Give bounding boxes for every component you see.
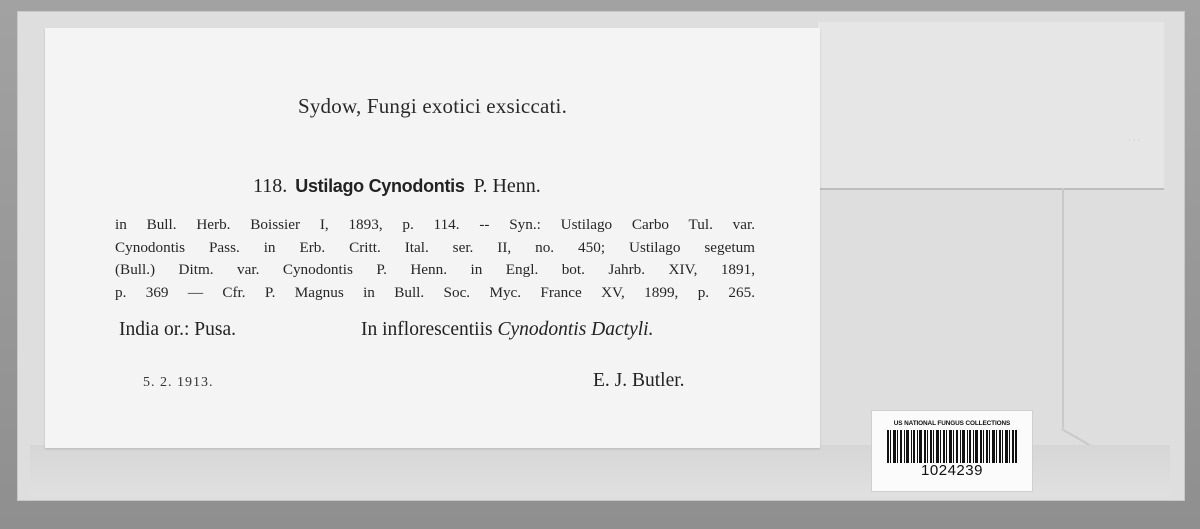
species-author: P. Henn. (473, 175, 541, 197)
citation-line: (Bull.) Ditm. var. Cynodontis P. Henn. in Engl. bot. Jahrb. XIV, 1891, (115, 261, 755, 278)
citation-line: in Bull. Herb. Boissier I, 1893, p. 114. -- Syn.: Ustilago Carbo Tul. var. (115, 216, 755, 233)
host-species: Cynodontis Dactyli. (497, 319, 654, 340)
envelope-top-flap (818, 22, 1164, 190)
host-info (361, 319, 653, 341)
species-name: Ustilago Cynodontis (295, 176, 465, 196)
barcode-number: 1024239 (921, 462, 983, 479)
barcode-header: US NATIONAL FUNGUS COLLECTIONS (893, 420, 1011, 427)
citation-block (115, 214, 755, 304)
envelope-pencil-mark: · · · (1128, 136, 1140, 145)
exsiccata-number: 118. (253, 175, 288, 197)
envelope-fold-vertical (1062, 188, 1064, 428)
collector-name: E. J. Butler. (593, 370, 685, 391)
barcode-bars-icon (887, 430, 1017, 463)
citation-line: Cynodontis Pass. in Erb. Critt. Ital. ser. II, no. 450; Ustilago segetum (115, 238, 755, 256)
barcode-label (871, 410, 1033, 492)
locality: India or.: Pusa. (119, 319, 236, 340)
specimen-label (45, 28, 820, 448)
label-title: Sydow, Fungi exotici exsiccati. (297, 94, 568, 118)
host-prefix: In inflorescentiis (361, 319, 493, 340)
collection-date: 5. 2. 1913. (143, 375, 214, 390)
citation-line: p. 369 — Cfr. P. Magnus in Bull. Soc. Myc. France XV, 1899, p. 265. (115, 283, 755, 301)
species-entry (253, 175, 541, 198)
